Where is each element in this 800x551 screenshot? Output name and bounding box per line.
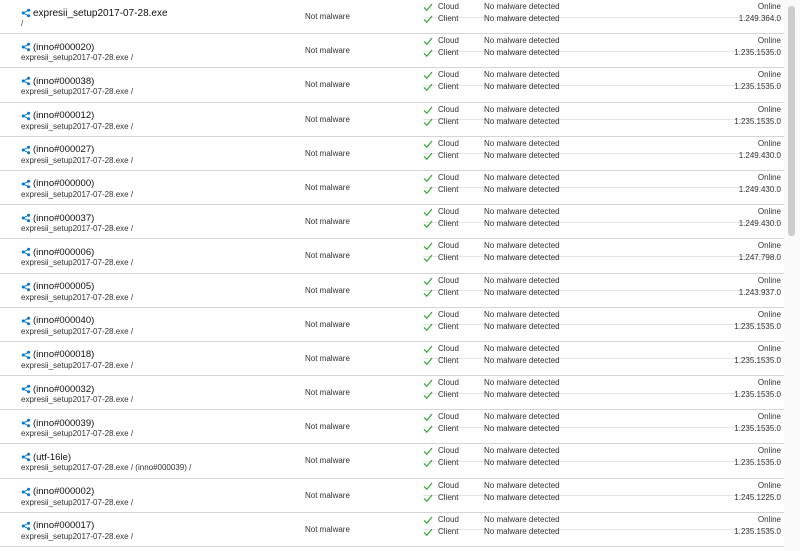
file-name[interactable]: (inno#000017) [33,520,95,532]
engine-version: 1.249.430.0 [738,150,781,160]
scan-engine-label: Cloud [438,70,459,80]
cloud-scan [423,206,781,218]
result-row[interactable] [0,376,784,410]
file-path: expresii_setup2017-07-28.exe / (inno#000039) / [21,463,192,473]
check-icon [423,310,433,320]
cloud-scan [423,343,781,355]
engine-status: Online [757,412,781,422]
engine-version: 1.245.1225.0 [734,492,781,502]
verdict: Not malware [305,114,350,124]
file-name-line[interactable] [21,416,94,430]
engine-version: 1.235.1535.0 [734,526,781,536]
cloud-scan [423,172,781,184]
cloud-scan [423,69,781,81]
scan-result: No malware detected [484,2,560,11]
check-icon [423,14,433,24]
client-scan [423,81,781,93]
check-icon [423,82,433,92]
engine-status: Online [757,241,781,251]
engine-version: 1.249.430.0 [738,219,781,229]
check-icon [423,446,433,456]
cloud-scan [423,377,781,389]
scan-result: No malware detected [484,70,560,80]
client-scan [423,492,781,504]
result-row[interactable] [0,274,784,308]
scan-engine-label: Cloud [438,241,459,251]
share-nodes-icon [21,521,31,531]
scan-result: No malware detected [484,412,560,422]
check-icon [423,173,433,183]
file-path: expresii_setup2017-07-28.exe / [21,189,134,199]
check-icon [423,458,433,468]
scan-engine-label: Client [438,116,459,126]
scan-result: No malware detected [484,104,560,114]
file-name-line[interactable] [21,245,94,259]
share-nodes-icon [21,350,31,360]
scan-result: No malware detected [484,14,560,23]
result-row[interactable] [0,171,784,205]
verdict: Not malware [305,490,350,500]
result-row[interactable] [0,205,784,239]
scan-engine-label: Client [438,253,459,263]
scan-result: No malware detected [484,150,560,160]
file-name[interactable]: expresii_setup2017-07-28.exe [33,7,168,19]
vertical-scrollbar[interactable] [784,0,800,551]
scan-engine-label: Client [438,355,459,365]
client-scan [423,252,781,264]
client-scan [423,287,781,299]
engine-version: 1.247.798.0 [738,253,781,263]
scan-result: No malware detected [484,458,560,468]
file-path: expresii_setup2017-07-28.exe / [21,395,134,405]
scan-engine-label: Client [438,424,459,434]
engine-status: Online [757,309,781,319]
scan-result: No malware detected [484,184,560,194]
engine-status: Online [757,275,781,285]
scan-result: No malware detected [484,309,560,319]
result-row[interactable] [0,68,784,102]
file-path: expresii_setup2017-07-28.exe / [21,497,134,507]
scan-result: No malware detected [484,492,560,502]
file-name[interactable]: (utf-16le) [33,451,72,463]
scan-engine-label: Client [438,458,459,468]
scan-result: No malware detected [484,424,560,434]
result-row[interactable] [0,34,784,68]
scan-engine-label: Cloud [438,514,459,524]
scan-result: No malware detected [484,480,560,490]
scan-engine-label: Cloud [438,172,459,182]
scan-result: No malware detected [484,82,560,92]
client-scan [423,218,781,230]
engine-status: Online [757,2,781,11]
file-name[interactable]: (inno#000038) [33,75,95,87]
engine-status: Online [757,514,781,524]
cloud-scan [423,411,781,423]
scan-engine-label: Client [438,150,459,160]
check-icon [423,493,433,503]
share-nodes-icon [21,452,31,462]
verdict: Not malware [305,251,350,261]
file-name[interactable]: (inno#000000) [33,178,95,190]
share-nodes-icon [21,418,31,428]
engine-version: 1.235.1535.0 [734,321,781,331]
result-row[interactable] [0,239,784,273]
scan-result: No malware detected [484,526,560,536]
share-nodes-icon [21,111,31,121]
file-path: expresii_setup2017-07-28.exe / [21,429,134,439]
engine-version: 1.235.1535.0 [734,116,781,126]
scan-result: No malware detected [484,241,560,251]
file-name-line[interactable] [21,6,168,20]
file-path: expresii_setup2017-07-28.exe / [21,326,134,336]
file-path: expresii_setup2017-07-28.exe / [21,292,134,302]
file-path: expresii_setup2017-07-28.exe / [21,121,134,131]
result-row[interactable] [0,137,784,171]
scan-engine-label: Client [438,492,459,502]
scan-engine-label: Cloud [438,343,459,353]
client-scan [423,13,781,25]
file-name[interactable]: (inno#000032) [33,383,95,395]
scan-result: No malware detected [484,378,560,388]
scan-result: No malware detected [484,36,560,46]
file-name[interactable]: (inno#000020) [33,41,95,53]
scan-result: No malware detected [484,321,560,331]
file-name-line[interactable] [21,177,94,191]
verdict: Not malware [305,46,350,56]
scan-result: No malware detected [484,219,560,229]
scan-engine-label: Cloud [438,104,459,114]
verdict: Not malware [305,217,350,227]
check-icon [423,322,433,332]
result-row[interactable] [0,444,784,478]
scan-engine-label: Client [438,219,459,229]
cloud-scan [423,514,781,526]
engine-version: 1.249.364.0 [738,14,781,23]
engine-version: 1.235.1535.0 [734,82,781,92]
client-scan [423,184,781,196]
result-row[interactable] [0,308,784,342]
file-path: expresii_setup2017-07-28.exe / [21,53,134,63]
scan-result: No malware detected [484,138,560,148]
file-name-line[interactable] [21,485,94,499]
cloud-scan [423,138,781,150]
scan-engine-label: Client [438,526,459,536]
file-name[interactable]: (inno#000040) [33,315,95,327]
verdict: Not malware [305,285,350,295]
cloud-scan [423,275,781,287]
scan-engine-label: Client [438,390,459,400]
check-icon [423,276,433,286]
file-path: expresii_setup2017-07-28.exe / [21,360,134,370]
verdict: Not malware [305,148,350,158]
cloud-scan [423,1,781,13]
check-icon [423,117,433,127]
share-nodes-icon [21,247,31,257]
file-name-line[interactable] [21,143,94,157]
scan-result: No malware detected [484,390,560,400]
engine-status: Online [757,138,781,148]
file-name-line[interactable] [21,314,94,328]
engine-status: Online [757,480,781,490]
client-scan [423,150,781,162]
engine-version: 1.249.430.0 [738,184,781,194]
check-icon [423,105,433,115]
scan-engine-label: Cloud [438,2,459,11]
result-row[interactable] [0,103,784,137]
engine-status: Online [757,378,781,388]
scan-engine-label: Client [438,287,459,297]
engine-version: 1.235.1535.0 [734,390,781,400]
scan-engine-label: Client [438,14,459,23]
share-nodes-icon [21,76,31,86]
file-name-line[interactable] [21,211,94,225]
check-icon [423,378,433,388]
file-name[interactable]: (inno#000037) [33,212,95,224]
scan-engine-label: Cloud [438,138,459,148]
check-icon [423,70,433,80]
scan-engine-label: Cloud [438,309,459,319]
check-icon [423,241,433,251]
scan-result: No malware detected [484,116,560,126]
result-row[interactable] [0,0,784,34]
client-scan [423,526,781,538]
file-name-line[interactable] [21,109,94,123]
cloud-scan [423,104,781,116]
check-icon [423,36,433,46]
check-icon [423,424,433,434]
check-icon [423,390,433,400]
engine-version: 1.235.1535.0 [734,458,781,468]
engine-status: Online [757,207,781,217]
scan-engine-label: Cloud [438,207,459,217]
engine-version: 1.235.1535.0 [734,355,781,365]
file-name[interactable]: (inno#000006) [33,246,95,258]
scan-result: No malware detected [484,343,560,353]
scan-result: No malware detected [484,172,560,182]
share-nodes-icon [21,8,31,18]
scan-result: No malware detected [484,48,560,58]
verdict: Not malware [305,524,350,534]
verdict: Not malware [305,456,350,466]
verdict: Not malware [305,319,350,329]
file-name[interactable]: (inno#000027) [33,144,95,156]
scan-result: No malware detected [484,253,560,263]
check-icon [423,356,433,366]
result-row[interactable] [0,410,784,444]
share-nodes-icon [21,282,31,292]
verdict: Not malware [305,422,350,432]
file-path: expresii_setup2017-07-28.exe / [21,531,134,541]
file-path: expresii_setup2017-07-28.exe / [21,258,134,268]
check-icon [423,515,433,525]
result-row[interactable] [0,479,784,513]
scan-result: No malware detected [484,287,560,297]
share-nodes-icon [21,316,31,326]
scrollbar-thumb[interactable] [788,6,795,236]
cloud-scan [423,480,781,492]
file-path: / [21,19,24,28]
engine-version: 1.243.937.0 [738,287,781,297]
scan-engine-label: Cloud [438,378,459,388]
file-path: expresii_setup2017-07-28.exe / [21,224,134,234]
cloud-scan [423,309,781,321]
cloud-scan [423,445,781,457]
scan-engine-label: Client [438,48,459,58]
result-row[interactable] [0,513,784,547]
file-name[interactable]: (inno#000002) [33,486,95,498]
check-icon [423,185,433,195]
cloud-scan [423,35,781,47]
file-path: expresii_setup2017-07-28.exe / [21,155,134,165]
client-scan [423,355,781,367]
file-path: expresii_setup2017-07-28.exe / [21,87,134,97]
share-nodes-icon [21,384,31,394]
file-name-line[interactable] [21,519,94,533]
check-icon [423,412,433,422]
scan-result: No malware detected [484,446,560,456]
client-scan [423,47,781,59]
file-name[interactable]: (inno#000018) [33,349,95,361]
scan-result: No malware detected [484,355,560,365]
scan-engine-label: Cloud [438,480,459,490]
file-name-line[interactable] [21,382,94,396]
scan-result: No malware detected [484,275,560,285]
verdict: Not malware [305,12,350,21]
engine-status: Online [757,70,781,80]
engine-status: Online [757,104,781,114]
share-nodes-icon [21,487,31,497]
share-nodes-icon [21,145,31,155]
engine-version: 1.235.1535.0 [734,424,781,434]
file-name-line[interactable] [21,348,94,362]
check-icon [423,139,433,149]
share-nodes-icon [21,179,31,189]
engine-status: Online [757,343,781,353]
scan-engine-label: Client [438,82,459,92]
file-name[interactable]: (inno#000039) [33,417,95,429]
client-scan [423,457,781,469]
verdict: Not malware [305,388,350,398]
share-nodes-icon [21,42,31,52]
engine-status: Online [757,172,781,182]
client-scan [423,389,781,401]
engine-status: Online [757,446,781,456]
check-icon [423,207,433,217]
check-icon [423,48,433,58]
file-name-line[interactable] [21,450,71,464]
verdict: Not malware [305,353,350,363]
scan-engine-label: Cloud [438,275,459,285]
scan-engine-label: Cloud [438,412,459,422]
cloud-scan [423,240,781,252]
check-icon [423,151,433,161]
engine-version: 1.235.1535.0 [734,48,781,58]
check-icon [423,481,433,491]
scan-engine-label: Client [438,321,459,331]
check-icon [423,253,433,263]
check-icon [423,219,433,229]
file-name-line[interactable] [21,74,94,88]
scan-engine-label: Cloud [438,36,459,46]
file-name-line[interactable] [21,280,94,294]
file-name[interactable]: (inno#000005) [33,281,95,292]
check-icon [423,288,433,298]
client-scan [423,116,781,128]
scan-engine-label: Cloud [438,446,459,456]
client-scan [423,423,781,435]
verdict: Not malware [305,182,350,192]
share-nodes-icon [21,213,31,223]
check-icon [423,527,433,537]
result-row[interactable] [0,342,784,376]
check-icon [423,344,433,354]
engine-status: Online [757,36,781,46]
scan-result: No malware detected [484,514,560,524]
scan-result: No malware detected [484,207,560,217]
client-scan [423,321,781,333]
file-name-line[interactable] [21,40,94,54]
file-name[interactable]: (inno#000012) [33,110,95,122]
check-icon [423,2,433,12]
scan-engine-label: Client [438,184,459,194]
verdict: Not malware [305,80,350,90]
